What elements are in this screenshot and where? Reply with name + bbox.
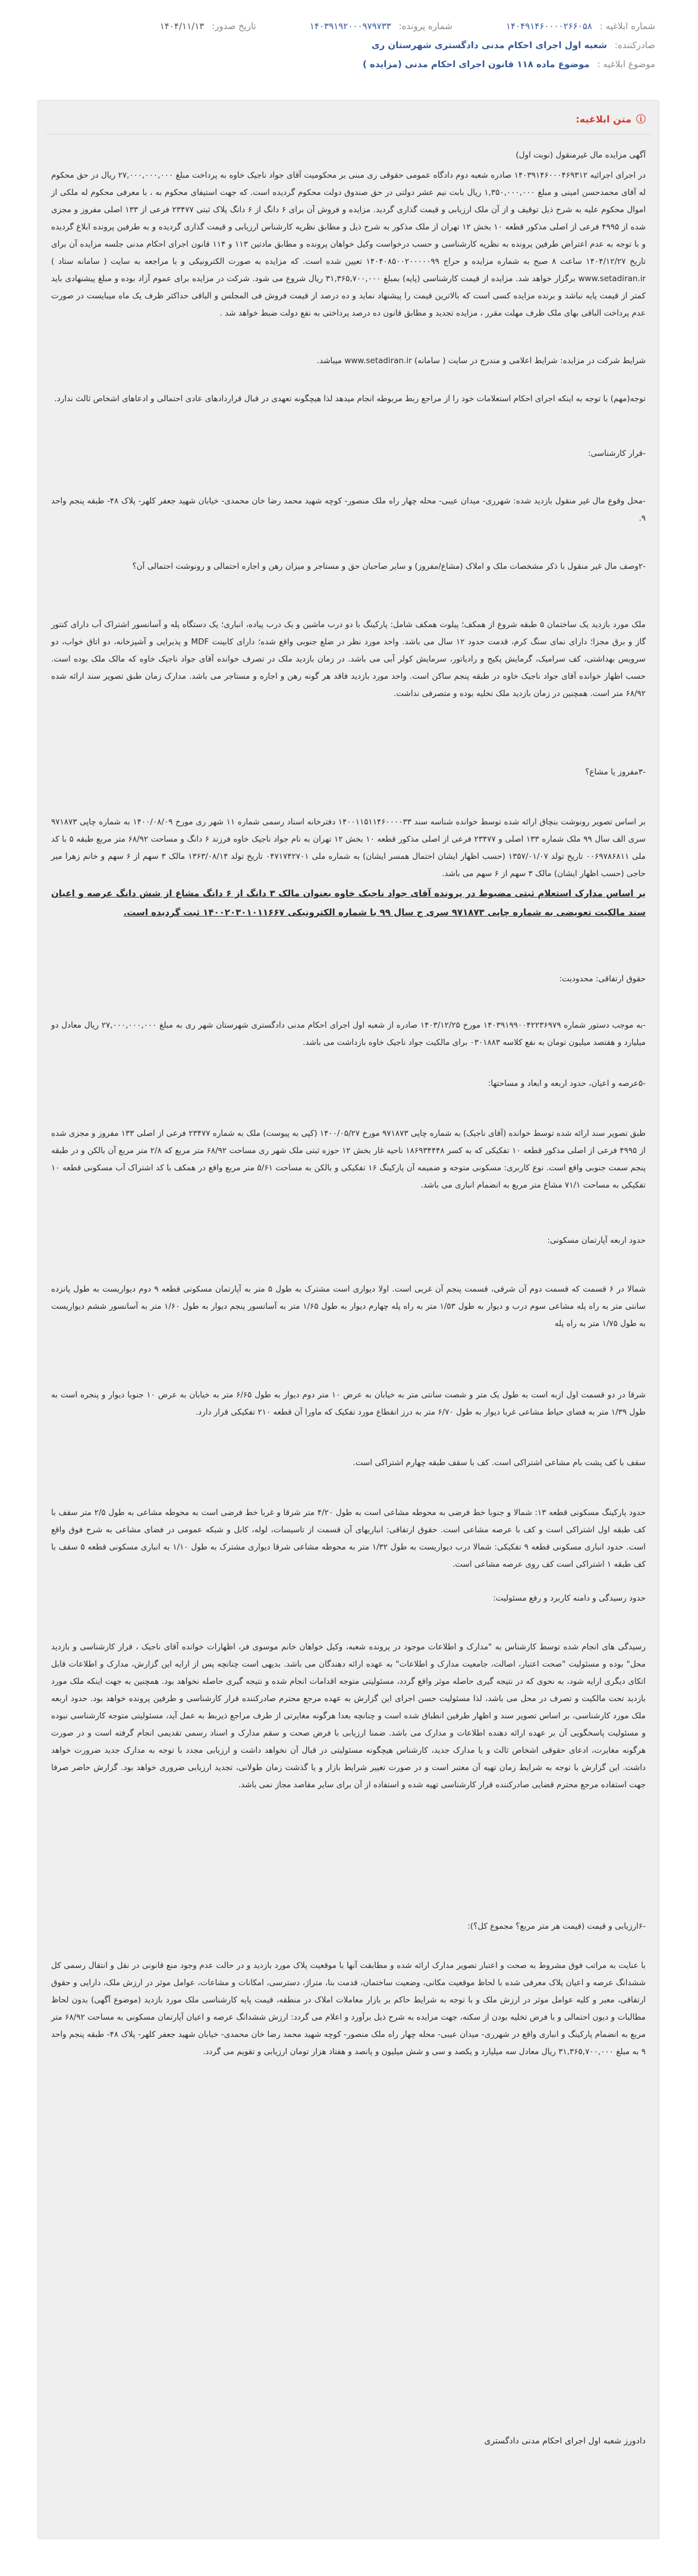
paragraph-roof: سقف با کف پشت بام مشاعی اشتراکی است. کف با سقف طبقه چهارم اشتراکی است.: [353, 1458, 646, 1467]
notice-number-value[interactable]: ۱۴۰۴۹۱۴۶۰۰۰۰۲۶۶۰۵۸: [505, 21, 592, 32]
issue-date-label: تاریخ صدور:: [212, 21, 256, 32]
paragraph-terms: شرایط شرکت در مزایده: شرایط اعلامی و مندرج در سایت ( سامانه) www.setadiran.ir میباشد.: [316, 356, 646, 366]
heading-is-separated: -۳مفروز یا مشاع؟: [585, 767, 646, 777]
issuer-label: صادرکننده:: [614, 40, 655, 51]
paragraph-note: توجه(مهم) با توجه به اینکه اجرای احکام استعلامات خود را از مراجع ربط مربوطه انجام میدهد لذا هیچگونه تعهدی در قبال قراردادهای عادی احتمالی و ادعاهای اشخاص ثالث ندارد.: [54, 394, 646, 404]
paragraph-evaluation: با عنایت به مراتب فوق مشروط به صحت و اعتبار تصویر مدارک ارائه شده و مطابقت آنها با موقعیت پلاک مورد بازدید و در حالت عدم وجود منع قانونی در نقل و انتقال رسمی کل ششدانگ عرصه و اعیان پلاک معرفی شده با لحاظ موقعیت مکانی، وضعیت ساختمان، قدمت بنا، متراژ، دسترسی، امکانات و مشاعات، عوامل موثر در ارزش ملک، دارایی و حقوق ارتفاقی، معبر و کلیه عوامل موثر در ارزش ملک و با توجه به شرایط حاکم بر بازار معاملات املاک در منطقه، قیمت پایه کارشناسی ملک مورد بازدید (موضوع آگهی) بدون لحاظ مطالبات و دیون احتمالی و با فرض تخلیه بودن از سکنه، جهت مزایده به شرح ذیل برآورد و اعلام می گردد: ارزش ششدانگ عرصه و اعیان آپارتمان مسکونی به مساحت ۶۸/۹۲ متر مربع به انضمام پارکینگ و انباری واقع در شهرری- میدان عیبی- محله چهار راه ملک منصور- کوچه شهید محمد رضا خان محمدی- خیابان شهید جعفر کلهر- پلاک ۴۸- طبقه پنجم واحد ۹ به مبلغ ۳۱,۳۶۵,۷۰۰,۰۰۰ ریال معادل سه میلیارد و یکصد و سی و شش میلیون و پانصد و هفتاد هزار تومان ارزیابی و تقویم می گردد.: [51, 1961, 646, 2057]
heading-evaluation: -۶ارزیابی و قیمت (قیمت هر متر مربع؟ مجموع کل؟):: [467, 1922, 646, 1931]
issuer-field: [372, 40, 655, 51]
paragraph-legal-basis: بر اساس مدارک استعلام ثبتی مضبوط در پرونده آقای جواد ناجیک خاوه بعنوان مالک ۳ دانگ از ۶ دانگ مشاع از شش دانگ عرصه و اعیان سند مالکیت تعویضی به شماره چاپی ۹۷۱۸۷۳ سری ج سال ۹۹ با شماره الکترونیکی ۱۴۰۰۲۰۳۰۱۰۱۱۶۶۷ ثبت گردیده است.: [51, 888, 646, 918]
case-number-field: [310, 21, 452, 32]
paragraph-rights: -به موجب دستور شماره ۱۴۰۳۹۱۹۹۰۰۴۲۲۳۶۹۷۹ مورخ ۱۴۰۳/۱۲/۲۵ صادره از شعبه اول اجرای احکام مدنی دادگستری شهرستان شهر ری به مبلغ ۲۷,۰۰۰,۰۰۰,۰۰۰ ریال معادل دو میلیارد و هفتصد میلیون تومان به نفع کلاسه ۰۳۰۱۸۸۳ برای مالکیت جواد ناجیک خاوه بازداشت می باشد.: [51, 1021, 646, 1047]
alert-circle-icon: ⓘ: [636, 113, 646, 125]
signature-line: دادورز شعبه اول اجرای احکام مدنی دادگستری: [484, 2436, 646, 2446]
issue-date-field: [160, 21, 256, 32]
paragraph-description: ملک مورد بازدید یک ساختمان ۵ طبقه شروع از همکف؛ پیلوت همکف شامل: پارکینگ با دو درب ماشین و یک درب پیاده، انباری؛ یک دستگاه پله و آسانسور اشتراک آب دارای کنتور گاز و برق مجزا؛ دارای نمای سنگ کرم، قدمت حدود ۱۲ سال می باشد. واحد مورد نظر در ضلع جنوبی واقع شده؛ دارای کابینت MDF و پذیرایی و آشپزخانه، دو اتاق خواب، دو سرویس بهداشتی، کف سرامیک، گرمایش پکیج و رادیاتور، سرمایش کولر آبی می باشد. در زمان بازدید ملک در تصرف خوانده آقای جواد ناجیک خاوه که مالک ملک بوده است. حسب اظهار خوانده آقای جواد ناجیک خاوه در طبقه پنجم ساکن است. واحد مورد بازدید فاقد هر گونه رهن و اجاره و مستاجر می باشد. مدارک زمان طبق تصویر سند ارائه شده ۶۸/۹۲ متر است. همچنین در زمان بازدید ملک تخلیه بوده و متصرفی نداشت.: [51, 620, 646, 698]
paragraph-handling: رسیدگی های انجام شده توسط کارشناس به "مدارک و اطلاعات موجود در پرونده شعبه، وکیل خواهان خانم موسوی فر، اظهارات خوانده آقای ناجیک ، قرار کارشناسی و بازدید محل" بوده و مسئولیت "صحت اعتبار، اصالت، جامعیت مدارک و اطلاعات" به عهده ارائه دهندگان می باشد. بدیهی است چنانچه پس از ارایه این گزارش، مدارک و اطلاعات قابل اتکای دیگری ارایه شود، به نحوی که در نتیجه گیری حاصله موثر واقع گردد، مسئولیتی متوجه اقدامات انجام شده و نتیجه گیری حاصله نخواهد بود. همچنین به جهت اینکه ملک مورد بازدید تحت مالکیت و تصرف در محل می باشد، لذا مسئولیت حسن اجرای این گزارش به عهده مرجع محترم صادرکننده قرار کارشناسی و طرفین پرونده خواهد بود. حدود اربعه ملک مورد کارشناسی، بر اساس تصویر سند و اظهار طرفین انطباق شده است و چنانچه بعدا هرگونه مغایرتی از طرف مراجع ذیربط به عمل آید، مسئولیتی متوجه کارشناسی نبوده و مسئولیت پاسخگویی آن بر عهده ارائه دهنده اطلاعات و مدارک می باشد. ضمنا ارزیابی با فرض صحت و سقم مدارک و اسناد رسمی تقدیمی انجام گرفته است و در صورت هرگونه مغایرت، ادعای حقوقی اشخاص ثالث و یا مدارک جدید، کارشناس هیچگونه مسئولیتی در قبال آن نخواهد داشت و ارزیابی مجدد با توجه به مدارک جدید ضرورت خواهد داشت. این گزارش با توجه به شرایط زمان تهیه آن معتبر است و در صورت تغییر شرایط بازار و یا گذشت زمان طولانی، تجدید ارزیابی ضروری خواهد بود. گزارش حاضر صرفا جهت استفاده مرجع محترم قضایی صادرکننده قرار کارشناسی تهیه شده و استفاده از آن برای سایر مقاصد مجاز نمی باشد.: [51, 1642, 646, 1790]
case-number-value[interactable]: ۱۴۰۳۹۱۹۲۰۰۰۹۷۹۷۳۳: [309, 21, 391, 32]
paragraph-parking: حدود پارکینگ مسکونی قطعه ۱۳: شمالا و جنوبا خط فرضی به محوطه مشاعی است به طول ۴/۲۰ متر شرقا و غربا خط فرضی است به محوطه مشاعی به طول ۲/۵ متر سقف با کف طبقه اول اشتراکی است و کف با عرصه مشاعی است. حقوق ارتفاقی: انباریهای آن قسمت از تاسیسات، لوله، کابل و شبکه عمومی در فضای مشاعی به شرح فوق واقع است. حدود انباری مسکونی قطعه ۹ تفکیکی: شمالا درب دیواریست به طول ۱/۳۲ متر به محوطه مشاعی شرقا دیواری مشترک به طول ۱/۱۰ به انباری مسکونی قطعه ۵ سقف با کف طبقه ۱ اشتراکی است کف روی عرصه مشاعی است.: [51, 1508, 646, 1569]
paragraph-apartment-north: شمالا در ۶ قسمت که قسمت دوم آن شرقی، قسمت پنجم آن غربی است. اولا دیواری است مشترک به طول ۵ متر به آپارتمان مسکونی قطعه ۹ دوم دیواریست به طول پانزده سانتی متر به راه پله مشاعی سوم درب و دیوار به طول ۱/۵۳ متر به راه پله چهارم دیوار به طول ۱/۶۵ متر به آسانسور پنجم دیوار به طول ۱/۶۰ متر به آسانسور ششم دیواریست به طول ۱/۷۵ متر به راه پله: [51, 1284, 646, 1328]
subject-label: موضوع ابلاغیه :: [597, 59, 655, 70]
notice-number-label: شماره ابلاغیه :: [599, 21, 655, 32]
header-row-1: [43, 17, 655, 36]
notice-header: [43, 17, 655, 74]
paragraph-case-intro: در اجرای اجرائیه ۱۴۰۳۹۱۴۶۰۰۰۴۶۹۳۱۲ صادره شعبه دوم دادگاه عمومی حقوقی ری مبنی بر محکومیت آقای جواد ناجیک خاوه به پرداخت مبلغ ۲۷,۰۰۰,۰۰۰,۰۰۰ ریال در حق محکوم له آقای محمدحسن امینی و مبلغ ۱,۳۵۰,۰۰۰,۰۰۰ ریال بابت نیم عشر دولتی در حق صندوق دولت محکوم گردیده است. که جهت استیفای محکوم به ، با معرفی محکوم له ملکی از اموال محکوم علیه به شرح ذیل توقیف و از آن ملک ارزیابی و قیمت گذاری گردید. مزایده و فروش آن برای ۶ دانگ از ۶ دانگ پلاک ثبتی ۲۳۴۷۷ فرعی از ۱۳۳ اصلی مفروز و مجزی شده از ۴۹۹۵ فرعی از اصلی مذکور قطعه ۱۰ بخش ۱۲ تهران از ملک مذکور به شرح ذیل و مطابق نظریه کارشناس ارزیابی و قیمت گذاری گردیده و به طرفین پرونده ابلاغ گردیده و با توجه به عدم اعتراض طرفین پرونده به نظریه کارشناسی و حسب درخواست وکیل خواهان پرونده و مطابق مادتین ۱۱۳ و ۱۱۴ قانون اجرای احکام مدنی جلسه مزایده آن برای تاریخ ۱۴۰۴/۱۲/۲۷ ساعت ۸ صبح به شماره مزایده و حراج ۱۴۰۴۰۸۵۰۰۲۰۰۰۰۰۹۹ تعیین شده است. که مزایده به صورت الکترونیکی و با مراجعه به سایت ( سامانه ستاد ) www.setadiran.ir برگزار خواهد شد. مزایده از قیمت کارشناسی (پایه) بمبلغ ۳۱,۳۶۵,۷۰۰,۰۰۰ ریال شروع می شود. شرکت در مزایده برای عموم آزاد بوده و مبلغ پیشنهادی باید کمتر از قیمت پایه نباشد و برنده مزایده کسی است که بالاترین قیمت را پیشنهاد نماید و ده درصد از قیمت فروش فی المجلس و الباقی حداکثر ظرف یک ماه میبایست در صورت عدم پرداخت الباقی بهای ملک ظرف مهلت مقرر ، مزایده تجدید و مطابق قانون ده درصد پرداختی به نفع دولت ضبط خواهد شد .: [51, 171, 646, 318]
heading-area-boundaries: -۵عرصه و اعیان، حدود اربعه و ابعاد و مساحتها:: [488, 1079, 646, 1088]
subject-field: [363, 59, 655, 70]
paragraph-location: -محل وقوع مال غیر منقول بازدید شده: شهرری- میدان عیبی- محله چهار راه ملک منصور- کوچه شهید محمد رضا خان محمدی- خیابان شهید جعفر کلهر- پلاک ۴۸- طبقه پنجم واحد ۹.: [51, 496, 646, 523]
paragraph-ownership: بر اساس تصویر رونوشت بنچاق ارائه شده توسط خوانده شناسه سند ۱۴۰۰۱۱۵۱۱۴۶۰۰۰۰۳۳ دفترخانه اسناد رسمی شماره ۱۱ شهر ری مورخ ۱۴۰۰/۰۸/۰۹ به شماره چاپی ۹۷۱۸۷۳ سری الف سال ۹۹ ملک شماره ۱۳۳ اصلی و ۲۳۴۷۷ فرعی از اصلی مذکور قطعه ۱۰ بخش ۱۲ تهران به نام جواد ناجیک خاوه فرزند ۶ دانگ و مساحت ۶۸/۹۲ متر مربع طبقه ۵ با کد ملی ۰۰۶۹۷۸۶۸۱۱ تاریخ تولد ۱۳۵۷/۰۱/۰۷ (حسب اظهار ایشان احتمال همسر ایشان) به شماره ملی ۰۴۷۱۷۴۲۷۰۱ تاریخ تولد ۱۳۶۳/۰۸/۱۴ مالک ۳ سهم از ۶ سهم و خانم زهرا میر حاجی (حسب اظهار ایشان) مالک ۳ سهم از ۶ سهم می باشد.: [51, 817, 646, 878]
paragraph-description-heading: -۲وصف مال غیر منقول با ذکر مشخصات ملک و املاک (مشاع/مفروز) و سایر صاحبان حق و مستاجر و میزان رهن و اجاره احتمالی و رونوشت احتمالی آن؟: [132, 562, 646, 571]
header-row-3: [43, 55, 655, 74]
heading-apartment-boundaries: حدود اربعه آپارتمان مسکونی:: [547, 1236, 646, 1245]
header-row-2: [43, 36, 655, 55]
notice-text-heading: متن ابلاغیه:: [576, 114, 631, 125]
paragraph-auction-title: آگهی مزایده مال غیرمنقول (نوبت اول): [515, 150, 646, 160]
notice-card: [37, 100, 659, 2539]
notice-number-field: [506, 21, 655, 32]
heading-legal-rights: حقوق ارتفاقی: محدودیت:: [559, 974, 646, 984]
heading-handling: حدود رسیدگی و دامنه کاربرد و رفع مسئولیت:: [493, 1594, 646, 1603]
subject-value[interactable]: موضوع ماده ۱۱۸ قانون اجرای احکام مدنی (مزایده ): [362, 59, 590, 70]
paragraph-area: طبق تصویر سند ارائه شده توسط خوانده (آقای ناجیک) به شماره چاپی ۹۷۱۸۷۳ مورخ ۱۴۰۰/۰۵/۲۷ (کپی به پیوست) ملک به شماره ۲۳۴۷۷ فرعی از اصلی ۱۳۳ مفروز و مجزی شده از ۴۹۹۵ فرعی از اصلی مذکور قطعه ۱۰ تفکیکی که به کسر ۱۸۶۹۳۴۴۴۸ ناحیه غار بخش ۱۲ حوزه ثبتی ملک شهر ری مساحت ۶۸/۹۲ متر مربع که ۲/۸ متر مربع آن بالکن و در طبقه پنجم سمت جنوبی واقع است. نوع کاربری: مسکونی متوجه و ضمیمه آن پارکینگ ۱۶ تفکیکی و بالکن به مساحت ۵/۶۱ متر مربع واقع در همکف با کد اشتراک آب مسکونی قطعه ۱۰ تفکیکی به مساحت ۷۱/۱ مشاع متر مربع به انضمام انباری می باشد.: [51, 1129, 646, 1190]
case-number-label: شماره پرونده:: [398, 21, 452, 32]
paragraph-apartment-south: شرقا در دو قسمت اول ازبه است به طول یک متر و شصت سانتی متر به خیابان به عرض ۱۰ متر دوم دیوار به طول ۶/۶۵ متر به خیابان به عرض ۱۰ جنوبا دیوار و پنجره است به طول ۱/۳۹ متر به فضای حیاط مشاعی غربا دیوار به طول ۶/۷۰ متر به درز انقطاع مورد تفکیک که ماورا آن قطعه ۲۱۰ تفکیکی قرار دارد.: [51, 1390, 646, 1417]
issuer-value[interactable]: شعبه اول اجرای احکام مدنی دادگستری شهرستان ری: [371, 40, 607, 51]
notice-text-title: [576, 114, 646, 125]
heading-property-specs: -قرار کارشناسی:: [587, 449, 646, 458]
issue-date-value: ۱۴۰۴/۱۱/۱۳: [159, 21, 205, 32]
